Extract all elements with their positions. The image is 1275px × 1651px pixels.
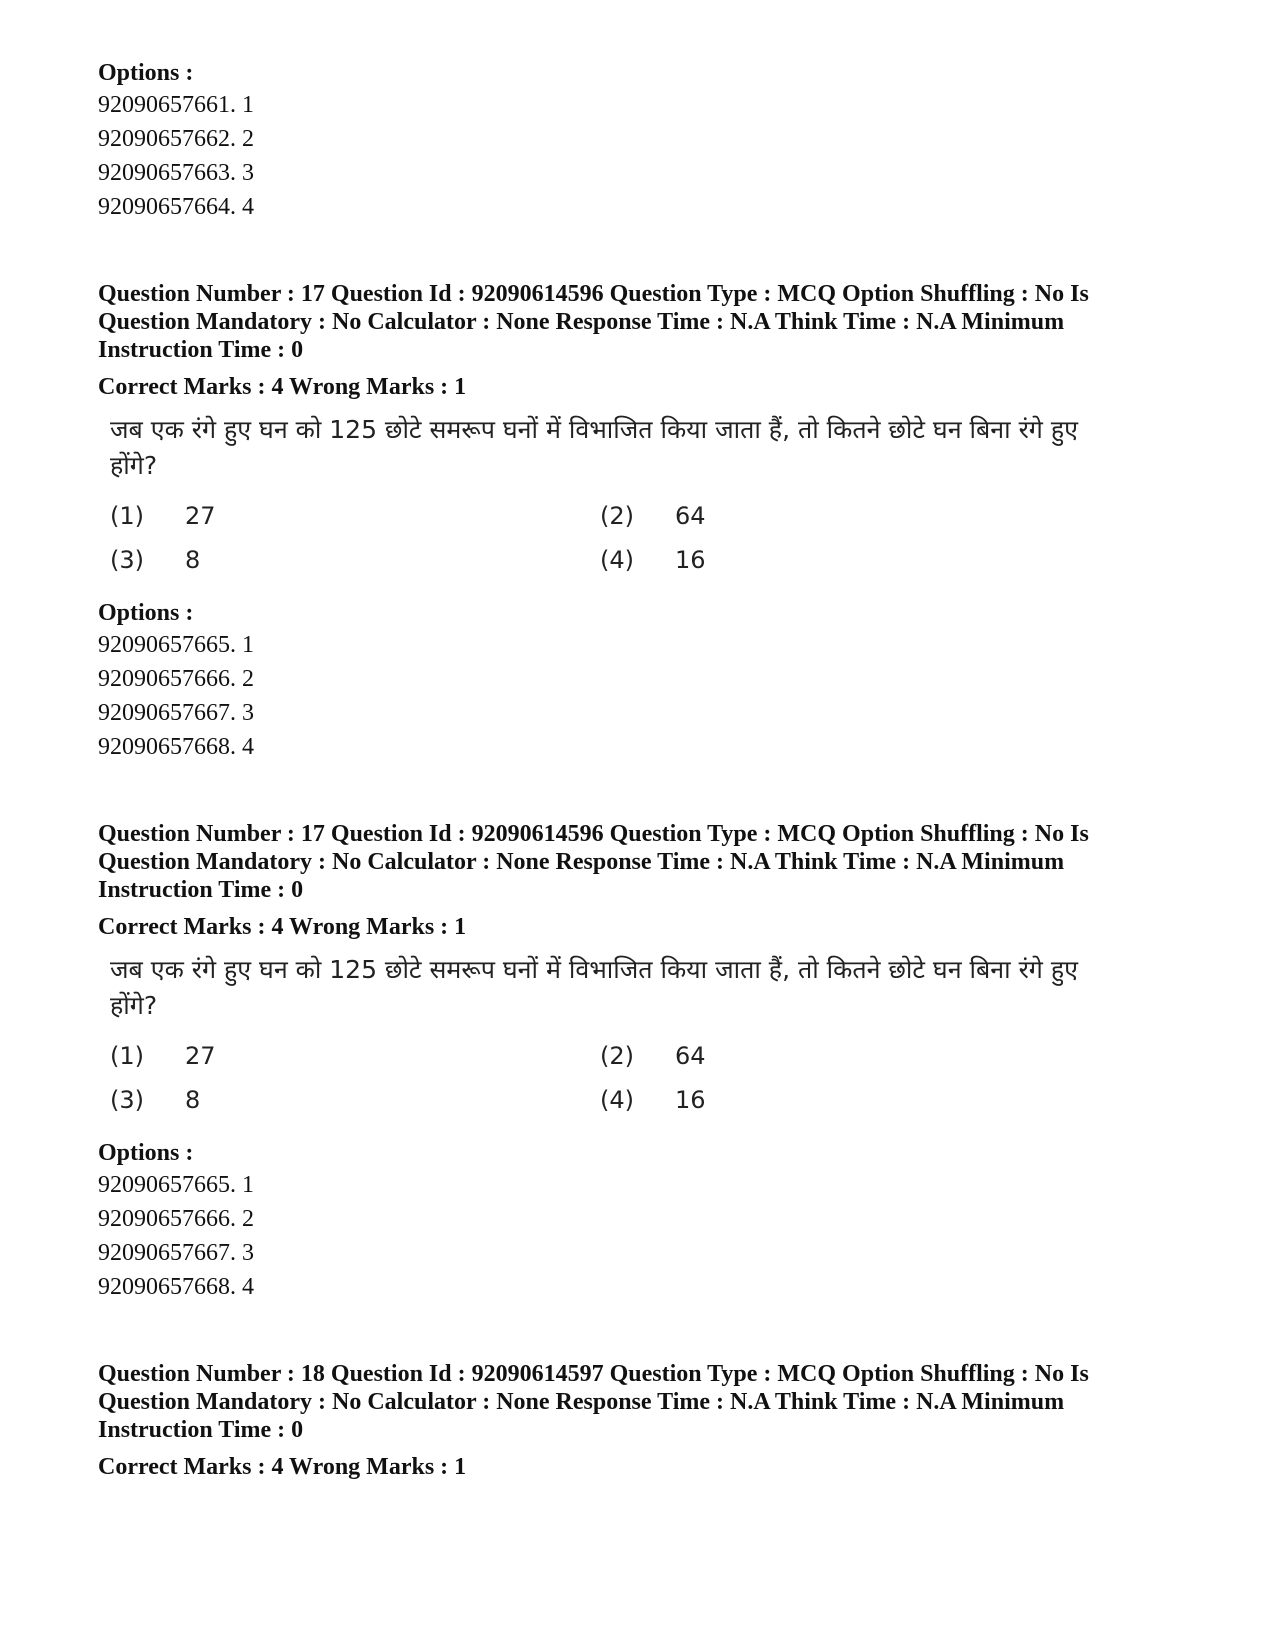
- choice-number: (1): [110, 1042, 144, 1070]
- question-content: [110, 412, 1110, 576]
- choice-grid: [110, 500, 1110, 576]
- choice-value: 64: [675, 502, 706, 530]
- option-line: 92090657666. 2: [98, 666, 254, 692]
- choice-value: 27: [185, 502, 216, 530]
- question-meta-line: Instruction Time : 0: [98, 1417, 304, 1443]
- question-content: [110, 952, 1110, 1116]
- choice-item: [600, 500, 1090, 532]
- option-line: 92090657661. 1: [98, 92, 254, 118]
- question-text: जब एक रंगे हुए घन को 125 छोटे समरूप घनों में विभाजित किया जाता हैं, तो कितने छोटे घन बिना रंगे हुए होंगे?: [110, 955, 1078, 1020]
- option-line: 92090657666. 2: [98, 1206, 254, 1232]
- choice-number: (1): [110, 502, 144, 530]
- question-meta-line: Question Mandatory : No Calculator : None Response Time : N.A Think Time : N.A Minimum: [98, 1389, 1065, 1415]
- choice-value: 16: [675, 546, 706, 574]
- option-line: 92090657665. 1: [98, 632, 254, 658]
- choice-value: 27: [185, 1042, 216, 1070]
- choice-item: [600, 1084, 1090, 1116]
- choice-number: (3): [110, 546, 144, 574]
- question-block: [98, 820, 1178, 1304]
- choice-item: [110, 1084, 600, 1116]
- option-line: 92090657663. 3: [98, 160, 254, 186]
- choice-value: 64: [675, 1042, 706, 1070]
- question-block: [98, 280, 1178, 764]
- choice-item: [110, 500, 600, 532]
- option-line: 92090657667. 3: [98, 700, 254, 726]
- question-meta-line: Instruction Time : 0: [98, 337, 304, 363]
- question-meta-line: Question Number : 17 Question Id : 92090614596 Question Type : MCQ Option Shuffling : No Is: [98, 281, 1089, 307]
- question-marks: Correct Marks : 4 Wrong Marks : 1: [98, 914, 467, 940]
- options-label: Options :: [98, 1140, 194, 1166]
- choice-item: [600, 1040, 1090, 1072]
- option-line: 92090657665. 1: [98, 1172, 254, 1198]
- options-label: Options :: [98, 600, 194, 626]
- option-line: 92090657668. 4: [98, 734, 254, 760]
- choice-grid: [110, 1040, 1110, 1116]
- options-block: [98, 598, 1178, 764]
- choice-value: 16: [675, 1086, 706, 1114]
- document-page: [98, 58, 1178, 1482]
- choice-value: 8: [185, 546, 201, 574]
- choice-item: [110, 544, 600, 576]
- option-line: 92090657664. 4: [98, 194, 254, 220]
- options-label: Options :: [98, 60, 194, 86]
- question-block: [98, 1360, 1178, 1482]
- question-text: जब एक रंगे हुए घन को 125 छोटे समरूप घनों में विभाजित किया जाता हैं, तो कितने छोटे घन बिना रंगे हुए होंगे?: [110, 415, 1078, 480]
- option-line: 92090657662. 2: [98, 126, 254, 152]
- options-block: [98, 1138, 1178, 1304]
- choice-item: [600, 544, 1090, 576]
- choice-value: 8: [185, 1086, 201, 1114]
- question-marks: Correct Marks : 4 Wrong Marks : 1: [98, 374, 467, 400]
- question-meta-line: Question Mandatory : No Calculator : None Response Time : N.A Think Time : N.A Minimum: [98, 309, 1065, 335]
- option-line: 92090657668. 4: [98, 1274, 254, 1300]
- question-marks: Correct Marks : 4 Wrong Marks : 1: [98, 1454, 467, 1480]
- question-meta-line: Question Mandatory : No Calculator : None Response Time : N.A Think Time : N.A Minimum: [98, 849, 1065, 875]
- question-meta-line: Question Number : 18 Question Id : 92090614597 Question Type : MCQ Option Shuffling : No Is: [98, 1361, 1089, 1387]
- choice-number: (4): [600, 546, 634, 574]
- choice-number: (2): [600, 1042, 634, 1070]
- option-line: 92090657667. 3: [98, 1240, 254, 1266]
- choice-number: (4): [600, 1086, 634, 1114]
- choice-number: (3): [110, 1086, 144, 1114]
- question-meta-line: Instruction Time : 0: [98, 877, 304, 903]
- question-meta-line: Question Number : 17 Question Id : 92090614596 Question Type : MCQ Option Shuffling : No Is: [98, 821, 1089, 847]
- choice-number: (2): [600, 502, 634, 530]
- choice-item: [110, 1040, 600, 1072]
- options-block-top: [98, 58, 1178, 224]
